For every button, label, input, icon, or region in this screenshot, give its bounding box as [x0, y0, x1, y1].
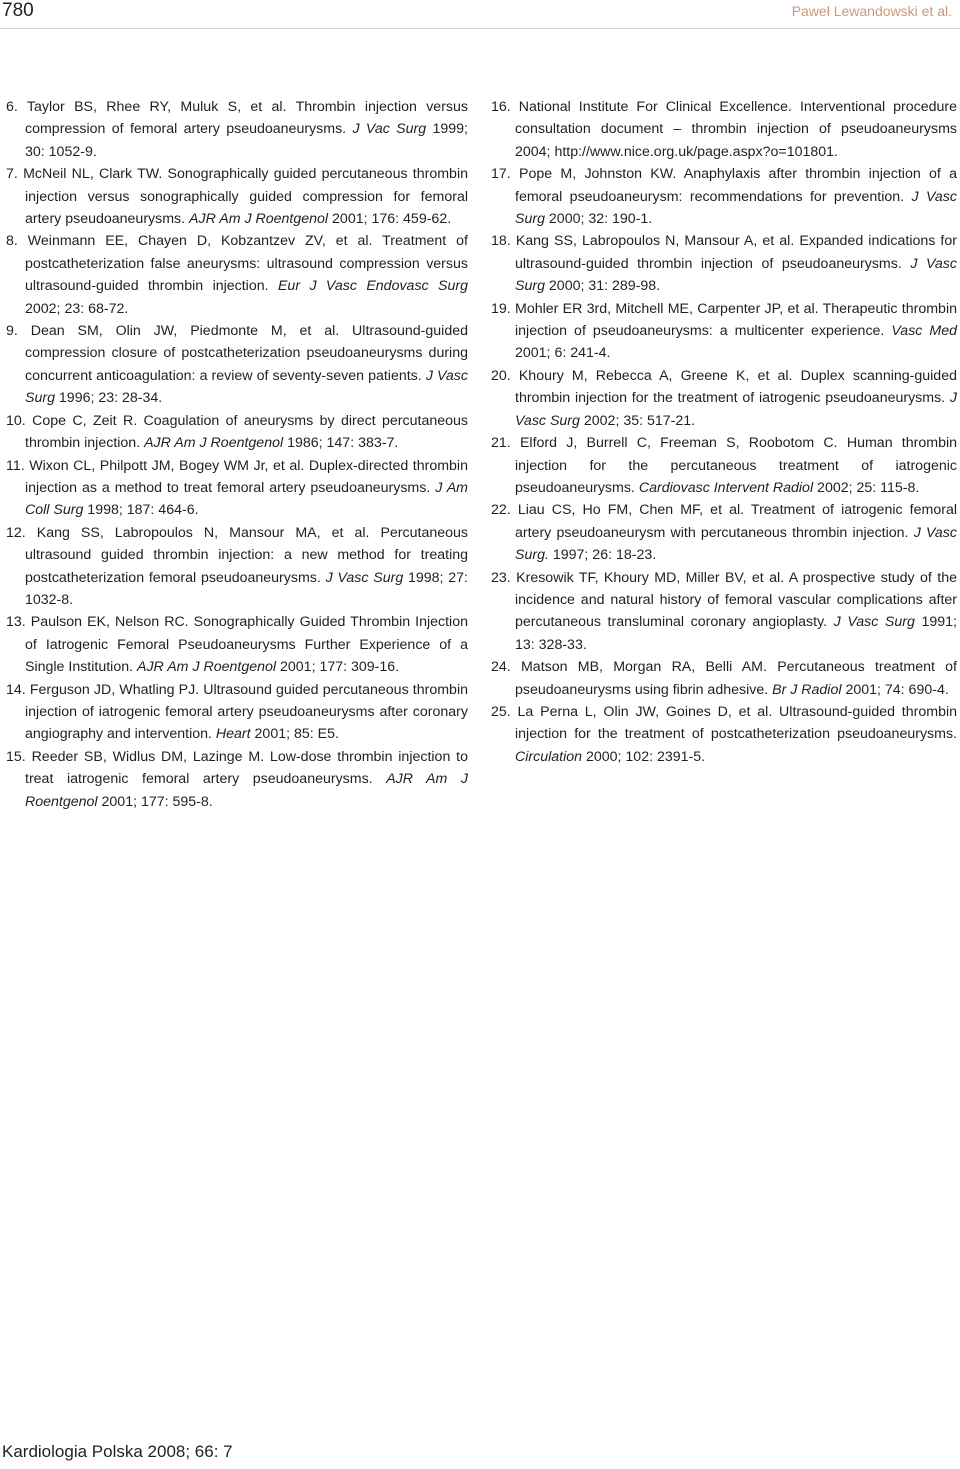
reference-citation: 1996; 23: 28-34.: [54, 390, 163, 407]
reference-number: 23.: [491, 569, 511, 586]
reference-number: 16.: [491, 99, 511, 115]
reference-citation: 1997; 26: 18-23.: [548, 547, 657, 564]
reference-citation: 1986; 147: 383-7.: [283, 435, 399, 452]
reference-citation: 1991; 13: 328-33.: [515, 614, 957, 653]
reference-number: 22.: [491, 502, 511, 519]
reference-journal: J Vasc Surg: [25, 367, 468, 407]
reference-citation: 2002; 23: 68-72.: [25, 300, 129, 317]
reference-text: Elford J, Burrell C, Freeman S, Roobotom C. Human thrombin injection for the percutaneous treatment of iatrogenic pseudoaneurysms.: [515, 435, 957, 496]
reference-citation: 2000; 102: 2391-5.: [582, 748, 706, 765]
reference-text: Kresowik TF, Khoury MD, Miller BV, et al. A prospective study of the incidence and natural history of femoral vascular complications after percutaneous transluminal coronary angioplasty.: [515, 569, 957, 631]
reference-number: 20.: [491, 367, 511, 384]
reference-citation: 2001; 176: 459-62.: [328, 211, 452, 228]
reference-number: 14.: [6, 681, 26, 698]
reference-item: [6, 679, 468, 746]
references-left-column: [6, 96, 468, 813]
reference-text: Taylor BS, Rhee RY, Muluk S, et al. Thrombin injection versus compression of femoral artery pseudoaneurysms.: [25, 99, 468, 138]
reference-text: Dean SM, Olin JW, Piedmonte M, et al. Ultrasound-guided compression closure of postcatheterization pseudoaneurysms during concurrent anticoagulation: a review of seventy-seven patients.: [25, 323, 468, 384]
reference-item: [491, 365, 957, 432]
reference-number: 18.: [491, 233, 511, 250]
reference-item: [6, 746, 468, 813]
reference-citation: 2002; 35: 517-21.: [579, 412, 696, 429]
reference-citation: 2001; 85: E5.: [250, 726, 339, 743]
reference-number: 13.: [6, 614, 26, 631]
reference-number: 12.: [6, 524, 26, 541]
reference-number: 8.: [6, 233, 18, 250]
reference-text: Cope C, Zeit R. Coagulation of aneurysms by direct percutaneous thrombin injection.: [25, 412, 468, 452]
reference-journal: J Vac Surg: [352, 121, 427, 138]
reference-item: [491, 230, 957, 297]
reference-item: [6, 320, 468, 410]
reference-number: 7.: [6, 166, 18, 183]
reference-citation: 2001; 177: 595-8.: [97, 793, 213, 810]
reference-text: Weinmann EE, Chayen D, Kobzantzev ZV, et al. Treatment of postcatheterization false aneurysms: ultrasound compression versus ultrasound-guided thrombin injection.: [25, 233, 468, 295]
reference-citation: 2000; 31: 289-98.: [544, 278, 661, 295]
reference-item: [6, 230, 468, 320]
reference-citation: 1998; 187: 464-6.: [83, 502, 199, 519]
reference-text: Mohler ER 3rd, Mitchell ME, Carpenter JP, et al. Therapeutic thrombin injection of pseudoaneurysms: a multicenter experience.: [515, 300, 957, 340]
reference-number: 19.: [491, 300, 511, 317]
reference-citation: 2002; 25: 115-8.: [813, 479, 920, 496]
running-head: Paweł Lewandowski et al.: [791, 3, 952, 19]
reference-journal: J Vasc Surg: [833, 614, 915, 631]
reference-number: 21.: [491, 435, 511, 452]
reference-citation: 2001; 74: 690-4.: [841, 681, 949, 698]
page-number: 780: [2, 0, 34, 21]
reference-citation: 2001; 177: 309-16.: [276, 659, 400, 676]
reference-citation: 1999; 30: 1052-9.: [25, 121, 468, 160]
reference-journal: Br J Radiol: [772, 681, 842, 698]
reference-text: Khoury M, Rebecca A, Greene K, et al. Duplex scanning-guided thrombin injection for the treatment of iatrogenic pseudoaneurysms.: [515, 367, 957, 407]
reference-text: Ferguson JD, Whatling PJ. Ultrasound guided percutaneous thrombin injection of iatrogenic femoral artery pseudoaneurysms after coronary angiography and intervention.: [25, 681, 468, 743]
reference-item: [6, 96, 468, 163]
reference-number: 10.: [6, 412, 26, 429]
reference-text: Pope M, Johnston KW. Anaphylaxis after thrombin injection of a femoral pseudoaneurysm: recommendations for prevention.: [515, 166, 957, 205]
reference-journal: J Vasc Surg: [515, 188, 957, 228]
reference-number: 11.: [6, 457, 25, 474]
reference-item: [6, 410, 468, 455]
reference-text: Kang SS, Labropoulos N, Mansour A, et al. Expanded indications for ultrasound-guided thrombin injection of pseudoaneurysms.: [515, 233, 957, 272]
reference-number: 25.: [491, 703, 511, 720]
reference-journal: Circulation: [515, 748, 583, 765]
reference-journal: AJR Am J Roentgenol: [189, 211, 329, 228]
reference-text: National Institute For Clinical Excellence. Interventional procedure consultation document – thrombin injection of pseudoaneurysms 2004; http://www.nice.org.uk/page.aspx?o=101801.: [515, 99, 957, 160]
reference-item: [491, 656, 957, 701]
reference-text: La Perna L, Olin JW, Goines D, et al. Ultrasound-guided thrombin injection for the treatment of postcatheterization pseudoaneurysms.: [515, 703, 957, 743]
reference-item: [491, 163, 957, 230]
reference-number: 15.: [6, 748, 26, 765]
reference-text: Liau CS, Ho FM, Chen MF, et al. Treatment of iatrogenic femoral artery pseudoaneurysm with percutaneous thrombin injection.: [515, 502, 957, 541]
reference-journal: Heart: [215, 726, 251, 743]
reference-journal: AJR Am J Roentgenol: [25, 771, 468, 810]
reference-journal: AJR Am J Roentgenol: [137, 659, 277, 676]
reference-number: 24.: [491, 659, 511, 676]
reference-item: [491, 567, 957, 657]
reference-journal: J Am Coll Surg: [25, 479, 468, 519]
reference-item: [6, 611, 468, 678]
reference-number: 6.: [6, 99, 18, 115]
reference-item: [491, 432, 957, 499]
reference-text: Matson MB, Morgan RA, Belli AM. Percutaneous treatment of pseudoaneurysms using fibrin adhesive.: [515, 659, 957, 698]
reference-number: 17.: [491, 166, 511, 183]
reference-journal: J Vasc Surg.: [515, 524, 957, 564]
reference-item: [6, 163, 468, 230]
page-header: [0, 0, 960, 29]
reference-item: [6, 522, 468, 612]
reference-text: Kang SS, Labropoulos N, Mansour MA, et al. Percutaneous ultrasound guided thrombin injection: a new method for treating postcatheterization femoral pseudoaneurysms.: [25, 524, 468, 586]
references-right-column: [491, 96, 957, 768]
reference-text: McNeil NL, Clark TW. Sonographically guided percutaneous thrombin injection versus sonographically guided compression for femoral artery pseudoaneurysms.: [23, 166, 468, 228]
page-footer: Kardiologia Polska 2008; 66: 7: [2, 1442, 233, 1461]
reference-item: [491, 96, 957, 163]
reference-citation: 1998; 27: 1032-8.: [25, 569, 468, 608]
reference-journal: Cardiovasc Intervent Radiol: [638, 479, 814, 496]
reference-item: [491, 701, 957, 768]
reference-citation: 2000; 32: 190-1.: [544, 211, 653, 228]
reference-citation: 2001; 6: 241-4.: [515, 345, 611, 362]
reference-text: Paulson EK, Nelson RC. Sonographically Guided Thrombin Injection of Iatrogenic Femoral Pseudoaneurysms Further Experience of a Single Institution.: [25, 614, 468, 676]
reference-number: 9.: [6, 323, 18, 340]
reference-journal: Vasc Med: [891, 323, 957, 340]
reference-journal: J Vasc Surg: [515, 390, 957, 429]
reference-journal: AJR Am J Roentgenol: [144, 435, 284, 452]
reference-text: Reeder SB, Widlus DM, Lazinge M. Low-dose thrombin injection to treat iatrogenic femoral artery pseudoaneurysms.: [25, 748, 468, 788]
reference-item: [491, 499, 957, 566]
reference-journal: Eur J Vasc Endovasc Surg: [277, 278, 468, 295]
reference-journal: J Vasc Surg: [325, 569, 404, 586]
reference-item: [6, 455, 468, 522]
reference-journal: J Vasc Surg: [515, 255, 957, 295]
reference-text: Wixon CL, Philpott JM, Bogey WM Jr, et al. Duplex-directed thrombin injection as a method to treat femoral artery pseudoaneurysms.: [25, 457, 468, 496]
reference-item: [491, 298, 957, 365]
